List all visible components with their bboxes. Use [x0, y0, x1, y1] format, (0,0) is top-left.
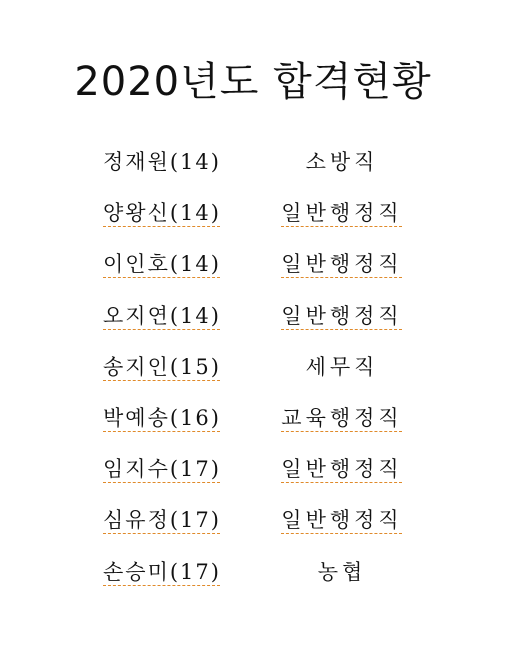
position-name — [242, 250, 442, 278]
position-text: 세무직 — [305, 354, 379, 379]
position-name — [242, 558, 442, 586]
result-row — [0, 396, 506, 447]
position-text: 교육행정직 — [281, 405, 403, 430]
position-name — [242, 506, 442, 534]
document-title: 2020년도 합격현황 — [74, 59, 432, 105]
result-row — [0, 191, 506, 242]
candidate-name: 이인호(14) — [103, 252, 221, 277]
position-name — [242, 455, 442, 483]
result-row — [0, 140, 506, 191]
position-name — [242, 199, 442, 227]
candidate-name: 심유정(17) — [103, 508, 221, 533]
position-name — [242, 353, 442, 381]
result-row — [0, 447, 506, 498]
position-text: 농협 — [317, 559, 367, 584]
position-text: 일반행정직 — [281, 303, 403, 328]
position-text: 일반행정직 — [281, 201, 403, 226]
result-row — [0, 345, 506, 396]
results-list — [0, 140, 506, 601]
position-name — [242, 148, 442, 176]
candidate-name: 오지연(14) — [103, 303, 221, 328]
position-text: 소방직 — [305, 150, 379, 174]
result-row — [0, 498, 506, 549]
position-text: 일반행정직 — [281, 252, 403, 277]
position-text: 일반행정직 — [281, 457, 403, 482]
result-row — [0, 294, 506, 345]
candidate-name: 임지수(17) — [103, 457, 221, 482]
candidate-name: 손승미(17) — [103, 559, 221, 584]
position-text: 일반행정직 — [281, 508, 403, 533]
candidate-name: 송지인(15) — [103, 354, 221, 379]
result-row — [0, 242, 506, 293]
result-row — [0, 550, 506, 601]
position-name — [242, 404, 442, 432]
candidate-name: 박예송(16) — [103, 405, 221, 430]
candidate-name: 정재원(14) — [103, 150, 221, 174]
position-name — [242, 302, 442, 330]
candidate-name: 양왕신(14) — [103, 201, 221, 226]
